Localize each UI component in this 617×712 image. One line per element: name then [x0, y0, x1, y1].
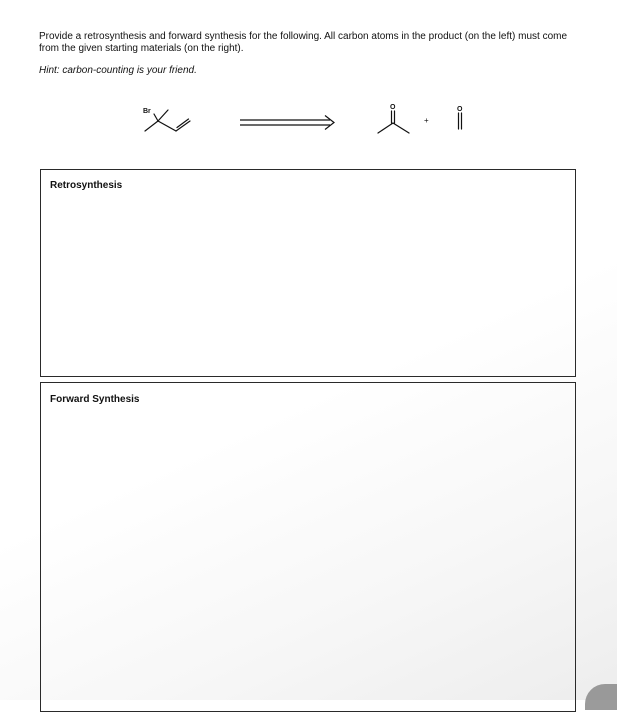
hint-text: Hint: carbon-counting is your friend. — [39, 65, 197, 76]
c-br-bond — [154, 114, 158, 121]
page-curl-shadow — [585, 684, 617, 710]
problem-statement: Provide a retrosynthesis and forward synthesis for the following. All carbon atoms in the product (on the left) must come from the given starting materials (on the right). — [39, 31, 568, 54]
product-structure — [145, 110, 190, 131]
c-methyl-bond-lower — [145, 121, 158, 131]
retrosynthesis-title: Retrosynthesis — [50, 180, 123, 191]
c-methyl-bond-upper — [158, 110, 168, 121]
retrosynthesis-answer-box[interactable] — [40, 169, 576, 377]
c-vinyl-bond — [158, 121, 176, 131]
aldehyde-oxygen-label: O — [457, 106, 463, 113]
ketone-oxygen-label: O — [390, 104, 396, 111]
bromine-label: Br — [143, 108, 151, 115]
forward-synthesis-title: Forward Synthesis — [50, 394, 140, 405]
plus-sign: + — [424, 116, 429, 125]
retrosynthesis-arrow — [240, 116, 334, 130]
formaldehyde-structure — [459, 113, 462, 129]
acetone-structure — [378, 111, 409, 133]
forward-synthesis-answer-box[interactable] — [40, 382, 576, 712]
reaction-scheme — [0, 0, 617, 160]
